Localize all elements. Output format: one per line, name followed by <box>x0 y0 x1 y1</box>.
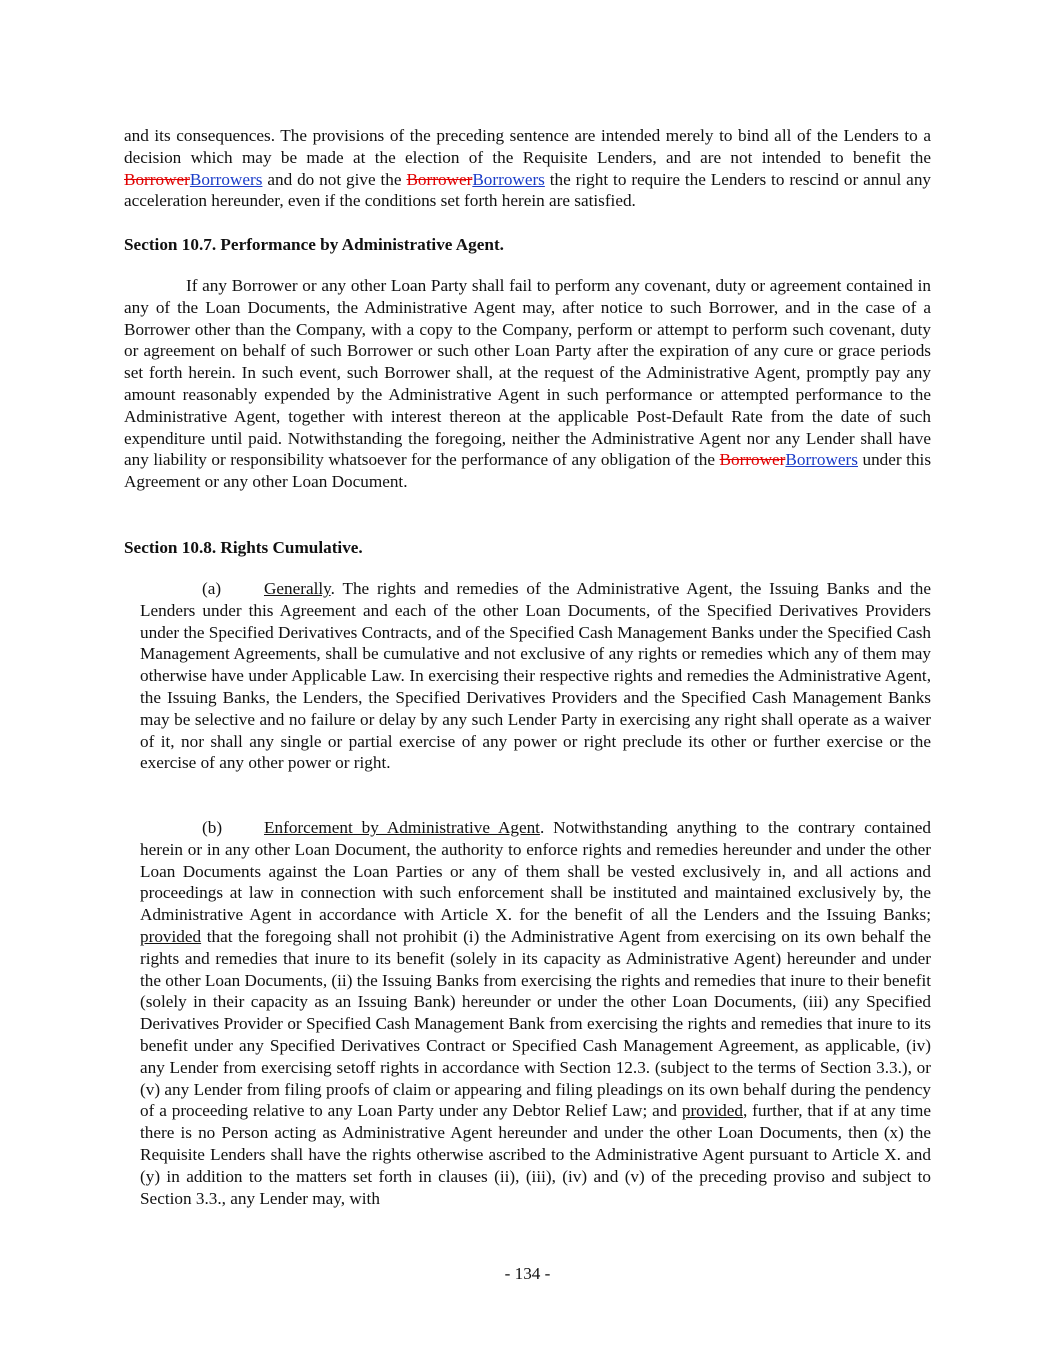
provided-term: provided <box>140 926 202 946</box>
clause-a-label: (a) <box>202 579 222 598</box>
clause-b-paragraph <box>140 817 931 1209</box>
clause-b-text-3: , further, that if at any time there is no Person acting as Administrative Agent hereunder and under the other Loan Documents, then (x) the Requisite Lenders shall have the rights otherwise ascribed to the Administrative Agent pursuant to Article X. and (y) in addition to the matters set forth in clauses (ii), (iii), (iv) and (v) of the preceding proviso and subject to Section 3.3., any Lender may, with <box>140 1101 931 1208</box>
intro-text-2: and do not give the <box>262 169 407 189</box>
clause-a-text: . The rights and remedies of the Administrative Agent, the Issuing Banks and the Lenders under this Agreement and each of the other Loan Documents, of the Specified Derivatives Providers under the Specified Derivatives Contracts, and of the Specified Cash Management Banks under the Specified Cash Management Agreements, shall be cumulative and not exclusive of any rights or remedies which any of them may otherwise have under Applicable Law. In exercising their respective rights and remedies the Administrative Agent, the Issuing Banks, the Lenders, the Specified Derivatives Providers and the Specified Cash Management Banks may be selective and no failure or delay by any such Lender Party in exercising any right shall operate as a waiver of it, nor shall any single or partial exercise of any power or right preclude its other or further exercise or the exercise of any other power or right. <box>140 579 931 773</box>
intro-text-1: and its consequences. The provisions of the preceding sentence are intended merely to bind all of the Lenders to a decision which may be made at the election of the Requisite Lenders, and are not intended to benefit the <box>124 126 931 167</box>
section-10-8-heading: Section 10.8. Rights Cumulative. <box>124 538 363 557</box>
page-number: - 134 - <box>504 1264 551 1283</box>
inserted-text: Borrowers <box>189 169 263 189</box>
section-10-7-heading: Section 10.7. Performance by Administrative Agent. <box>124 235 504 254</box>
clause-b-title: Enforcement by Administrative Agent <box>264 818 540 837</box>
provided-term: provided <box>681 1101 743 1121</box>
inserted-text: Borrowers <box>785 450 858 470</box>
intro-paragraph <box>124 125 931 212</box>
clause-b-text-1: . Notwithstanding anything to the contrary contained herein or in any other Loan Document, the authority to enforce rights and remedies hereunder and under the other Loan Documents against the Loan Parties or any of them shall be vested exclusively in, and all actions and proceedings at law in connection with such enforcement shall be instituted and maintained exclusively by, the Administrative Agent in accordance with Article X. for the benefit of all the Lenders and the Issuing Banks; <box>140 818 931 925</box>
inserted-text: Borrowers <box>472 169 545 189</box>
clause-a-title: Generally <box>264 579 331 598</box>
deleted-text: Borrower <box>406 169 473 189</box>
deleted-text: Borrower <box>124 169 190 189</box>
section-10-7-text-2: under this Agreement or any other Loan Document. <box>124 450 932 492</box>
section-10-7-text-1: If any Borrower or any other Loan Party shall fail to perform any covenant, duty or agreement contained in any of the Loan Documents, the Administrative Agent may, after notice to such Borrower, and in the case of a Borrower other than the Company, with a copy to the Company, perform or attempt to perform such covenant, duty or agreement on behalf of such Borrower or such other Loan Party after the expiration of any cure or grace periods set forth herein. In such event, such Borrower shall, at the request of the Administrative Agent, promptly pay any amount reasonably expended by the Administrative Agent in such performance or attempted performance to the Administrative Agent, together with interest thereon at the applicable Post-Default Rate from the date of such expenditure until paid. Notwithstanding the foregoing, neither the Administrative Agent nor any Lender shall have any liability or responsibility whatsoever for the performance of any obligation of the <box>124 276 931 470</box>
deleted-text: Borrower <box>719 450 786 470</box>
clause-a-paragraph <box>140 578 931 774</box>
intro-text-3: the right to require the Lenders to rescind or annul any acceleration hereunder, even if the conditions set forth herein are satisfied. <box>124 169 932 211</box>
clause-b-label: (b) <box>202 818 223 837</box>
section-10-7-paragraph <box>124 275 931 493</box>
clause-b-text-2: that the foregoing shall not prohibit (i) the Administrative Agent from exercising on its own behalf the rights and remedies that inure to its benefit (solely in its capacity as Administrative Agent) hereunder and under the other Loan Documents, (ii) the Issuing Banks from exercising the rights and remedies that inure to their benefit (solely in their capacity as an Issuing Bank) hereunder or under the other Loan Documents, (iii) any Specified Derivatives Provider or Specified Cash Management Bank from exercising the rights and remedies that inure to its benefit under any Specified Derivatives Contract or Specified Cash Management Agreement, as applicable, (iv) any Lender from exercising setoff rights in accordance with Section 12.3. (subject to the terms of Section 3.3.), or (v) any Lender from filing proofs of claim or appearing and filing pleadings on its own behalf during the pendency of a proceeding relative to any Loan Party under any Debtor Relief Law; and <box>140 926 931 1121</box>
